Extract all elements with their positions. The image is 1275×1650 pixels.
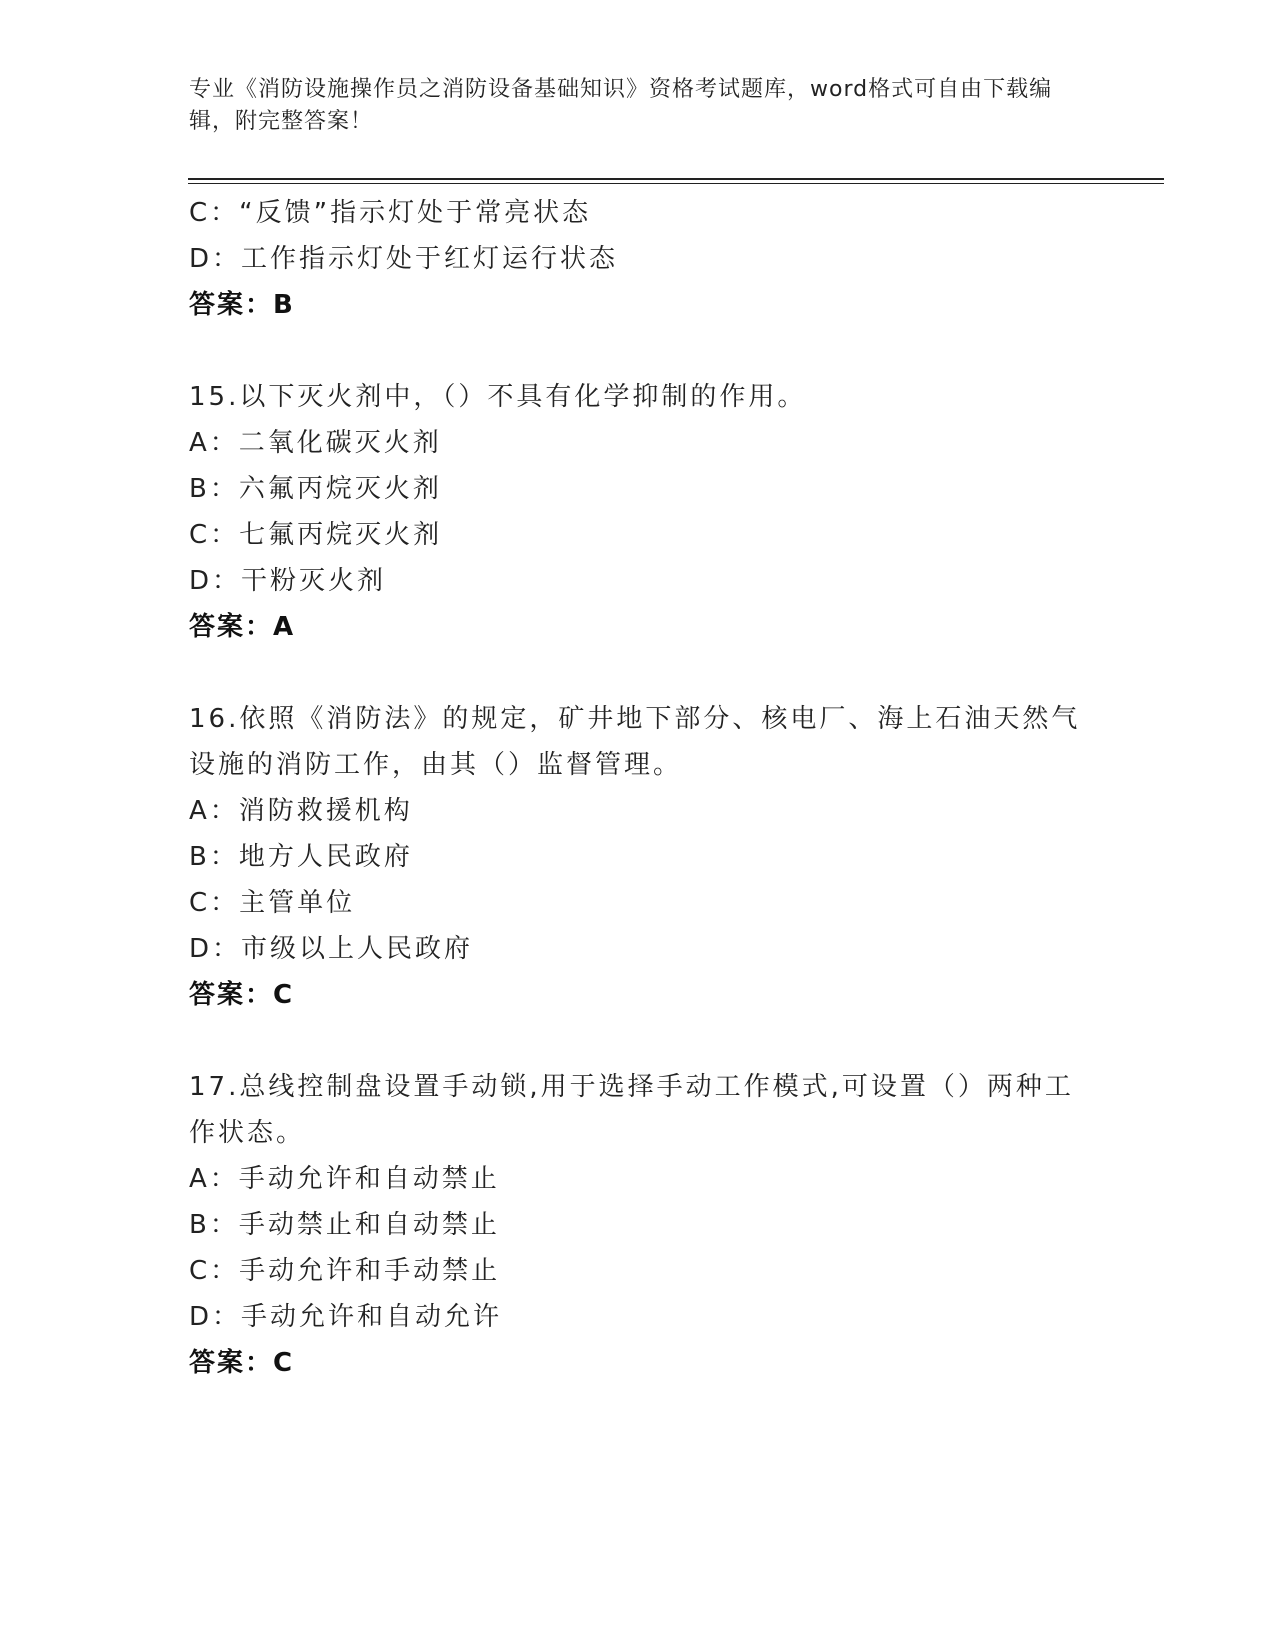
option-a: A：二氧化碳灭火剂 <box>189 428 442 458</box>
spacer <box>189 1018 1089 1064</box>
option-d: D：手动允许和自动允许 <box>189 1302 503 1332</box>
option-d: D：市级以上人民政府 <box>189 934 474 964</box>
spacer <box>189 328 1089 374</box>
document-header <box>189 74 1089 138</box>
question-list <box>189 190 1089 1386</box>
option-c: C：手动允许和手动禁止 <box>189 1256 501 1286</box>
question-16 <box>189 696 1089 1018</box>
option-b: B：地方人民政府 <box>189 842 413 872</box>
question-stem-line-2: 作状态。 <box>189 1118 306 1148</box>
option-a: A：手动允许和自动禁止 <box>189 1164 500 1194</box>
question-17 <box>189 1064 1089 1386</box>
question-continued <box>189 190 1089 328</box>
answer-line: 答案：C <box>189 1348 295 1378</box>
answer-line: 答案：B <box>189 290 295 320</box>
answer-line: 答案：C <box>189 980 295 1010</box>
header-divider-thick <box>188 178 1164 180</box>
spacer <box>189 650 1089 696</box>
question-stem: 15.以下灭火剂中，（）不具有化学抑制的作用。 <box>189 382 807 412</box>
option-b: B：手动禁止和自动禁止 <box>189 1210 500 1240</box>
question-15 <box>189 374 1089 650</box>
option-c: C：主管单位 <box>189 888 356 918</box>
header-text: 专业《消防设施操作员之消防设备基础知识》资格考试题库，word格式可自由下载编辑，附完整答案！ <box>189 77 1053 134</box>
option-c: C：“反馈”指示灯处于常亮状态 <box>189 198 592 228</box>
option-d: D：工作指示灯处于红灯运行状态 <box>189 244 619 274</box>
question-stem-line-1: 17.总线控制盘设置手动锁,用于选择手动工作模式,可设置（）两种工 <box>189 1072 1074 1102</box>
option-a: A：消防救援机构 <box>189 796 413 826</box>
question-stem-line-2: 设施的消防工作，由其（）监督管理。 <box>189 750 683 780</box>
option-d: D：干粉灭火剂 <box>189 566 387 596</box>
option-c: C：七氟丙烷灭火剂 <box>189 520 443 550</box>
question-stem-line-1: 16.依照《消防法》的规定，矿井地下部分、核电厂、海上石油天然气 <box>189 704 1081 734</box>
option-b: B：六氟丙烷灭火剂 <box>189 474 442 504</box>
header-divider-thin <box>188 183 1164 184</box>
answer-line: 答案：A <box>189 612 296 642</box>
